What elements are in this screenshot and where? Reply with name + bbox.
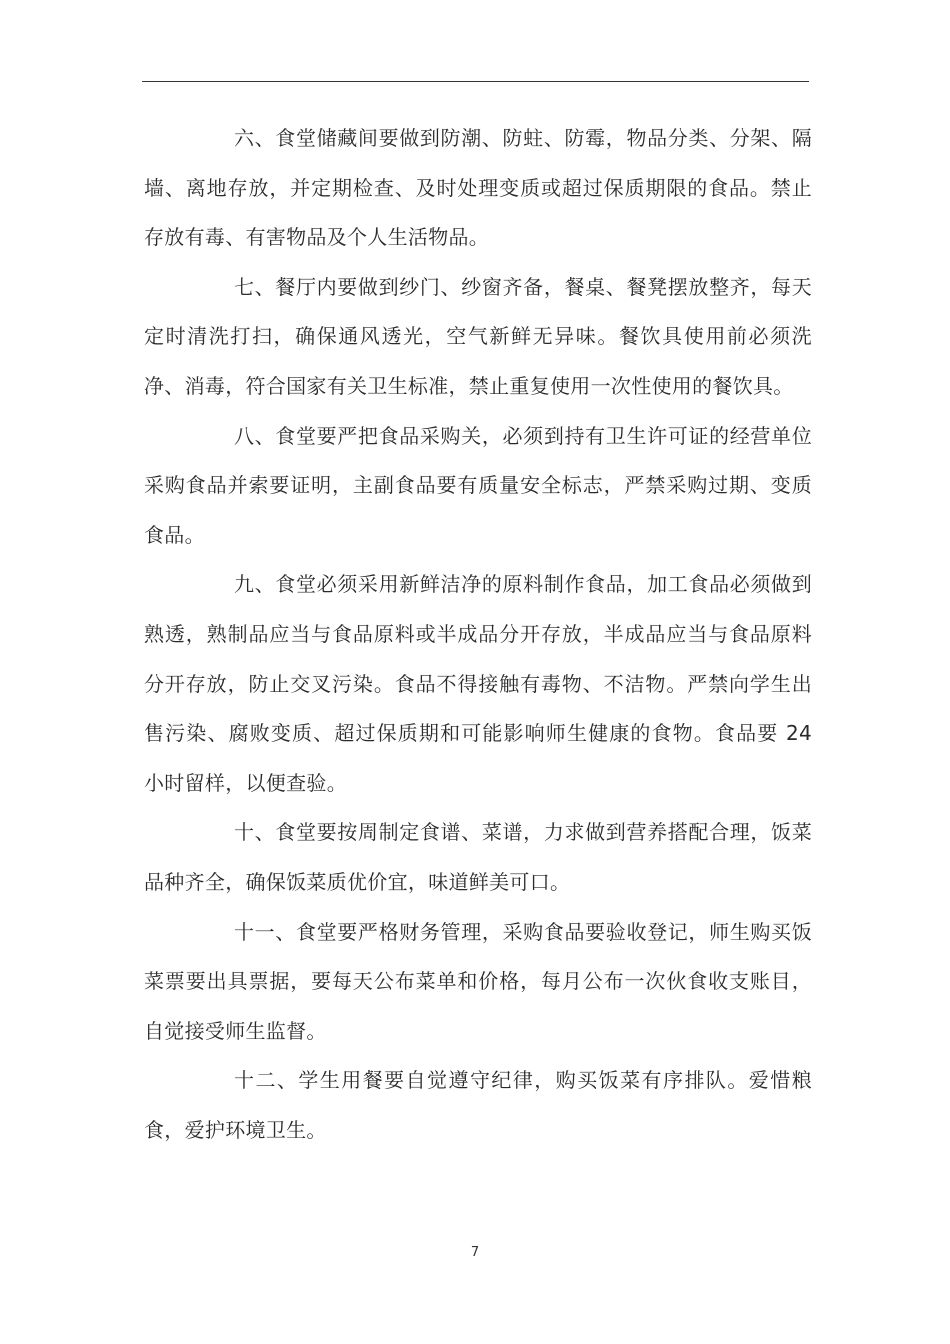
paragraph-8: 八、食堂要严把食品采购关，必须到持有卫生许可证的经营单位采购食品并索要证明，主副食品要有质量安全标志，严禁采购过期、变质食品。 — [144, 423, 812, 547]
paragraph-9: 九、食堂必须采用新鲜洁净的原料制作食品，加工食品必须做到熟透，熟制品应当与食品原料或半成品分开存放，半成品应当与食品原料分开存放，防止交叉污染。食品不得接触有毒物、不洁物。严禁向学生出售污染、腐败变质、超过保质期和可能影响师生健康的食物。食品要 24 小时留样，以便查验。 — [144, 572, 812, 795]
header-rule — [142, 81, 809, 82]
paragraph-12: 十二、学生用餐要自觉遵守纪律，购买饭菜有序排队。爱惜粮食，爱护环境卫生。 — [144, 1068, 812, 1142]
paragraph-11: 十一、食堂要严格财务管理，采购食品要验收登记，师生购买饭菜票要出具票据，要每天公布菜单和价格，每月公布一次伙食收支账目，自觉接受师生监督。 — [144, 919, 812, 1043]
paragraph-7: 七、餐厅内要做到纱门、纱窗齐备，餐桌、餐凳摆放整齐，每天定时清洗打扫，确保通风透光，空气新鲜无异味。餐饮具使用前必须洗净、消毒，符合国家有关卫生标准，禁止重复使用一次性使用的餐饮具。 — [144, 274, 812, 398]
paragraph-6: 六、食堂储藏间要做到防潮、防蛀、防霉，物品分类、分架、隔墙、离地存放，并定期检查、及时处理变质或超过保质期限的食品。禁止存放有毒、有害物品及个人生活物品。 — [144, 126, 812, 250]
document-body — [144, 114, 812, 1155]
page-number: 7 — [470, 1245, 480, 1260]
paragraph-10: 十、食堂要按周制定食谱、菜谱，力求做到营养搭配合理，饭菜品种齐全，确保饭菜质优价宜，味道鲜美可口。 — [144, 820, 812, 894]
